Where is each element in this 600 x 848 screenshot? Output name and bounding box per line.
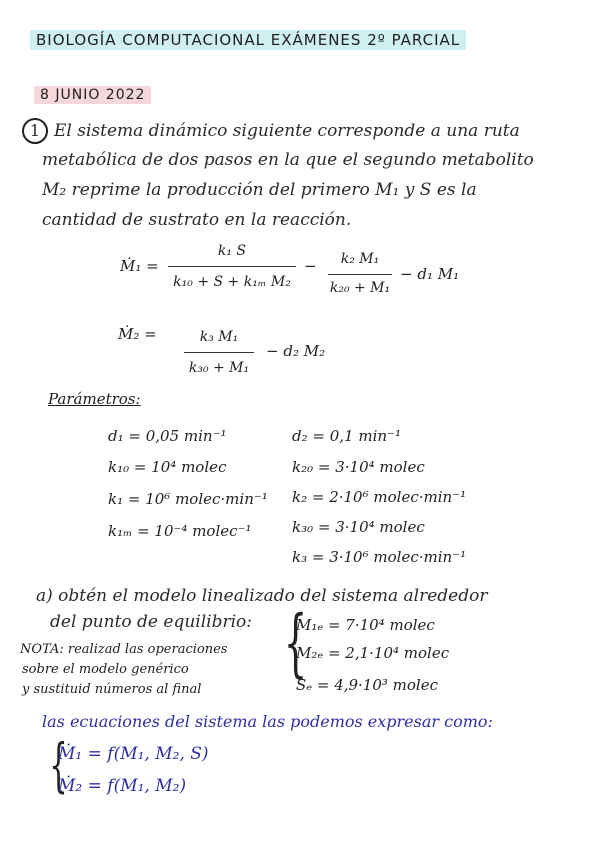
part-a-line-2: del punto de equilibrio: [50, 612, 252, 632]
eq2-lhs: Ṁ₂ = [118, 325, 157, 343]
exercise-number: 1 [22, 118, 48, 144]
param-d2: d₂ = 0,1 min⁻¹ [292, 427, 401, 445]
eq1-frac1-num: k₁ S [217, 243, 247, 259]
exercise-line-3: M₂ reprime la producción del primero M₁ y S es la [42, 180, 477, 200]
answer-brace: { [49, 731, 68, 799]
note-line-3: y sustituid números al final [22, 682, 202, 697]
equilibrium-m2: M₂ₑ = 2,1·10⁴ molec [296, 644, 450, 662]
param-k20: k₂₀ = 3·10⁴ molec [292, 458, 425, 476]
equilibrium-m1: M₁ₑ = 7·10⁴ molec [296, 616, 435, 634]
equilibrium-brace: { [283, 600, 308, 686]
eq1-frac1-bar [168, 266, 296, 267]
parameters-label: Parámetros: [48, 390, 141, 408]
note-line-1: NOTA: realizad las operaciones [20, 642, 228, 657]
eq2-frac-den: k₃₀ + M₁ [188, 360, 250, 376]
eq1-frac1-den: k₁₀ + S + k₁ₘ M₂ [173, 274, 291, 290]
eq2-frac-num: k₃ M₁ [199, 329, 239, 345]
exam-date: 8 JUNIO 2022 [34, 86, 151, 104]
param-k1: k₁ = 10⁶ molec·min⁻¹ [108, 490, 268, 508]
exercise-line-4: cantidad de sustrato en la reacción. [42, 210, 352, 230]
note-line-2: sobre el modelo genérico [22, 662, 189, 677]
exercise-line-1 [22, 118, 520, 144]
eq2-tail: − d₂ M₂ [266, 342, 326, 360]
eq2-frac-bar [184, 352, 254, 353]
eq1-lhs: Ṁ₁ = [120, 257, 159, 275]
eq1-frac2-bar [328, 274, 392, 275]
param-k2: k₂ = 2·10⁶ molec·min⁻¹ [292, 488, 467, 506]
equilibrium-s: Sₑ = 4,9·10³ molec [296, 676, 439, 694]
param-k3: k₃ = 3·10⁶ molec·min⁻¹ [292, 548, 467, 566]
answer-eq-2: Ṁ₂ = f(M₁, M₂) [58, 776, 187, 796]
part-a-line-1: a) obtén el modelo linealizado del sistema alrededor [36, 586, 488, 606]
eq1-frac2-num: k₂ M₁ [340, 251, 380, 267]
param-k1m: k₁ₘ = 10⁻⁴ molec⁻¹ [108, 522, 252, 540]
exercise-line-2: metabólica de dos pasos en la que el segundo metabolito [42, 150, 534, 170]
answer-intro: las ecuaciones del sistema las podemos expresar como: [42, 712, 493, 731]
eq1-frac2-den: k₂₀ + M₁ [329, 280, 391, 296]
eq1-minus: − [304, 257, 317, 275]
param-k10: k₁₀ = 10⁴ molec [108, 458, 227, 476]
answer-eq-1: Ṁ₁ = f(M₁, M₂, S) [58, 744, 209, 764]
eq1-tail: − d₁ M₁ [400, 265, 460, 283]
page-title: BIOLOGÍA COMPUTACIONAL EXÁMENES 2º PARCIAL [30, 30, 466, 50]
exercise-text-1: El sistema dinámico siguiente corresponde a una ruta [54, 121, 520, 141]
param-k30: k₃₀ = 3·10⁴ molec [292, 518, 425, 536]
param-d1: d₁ = 0,05 min⁻¹ [108, 427, 227, 445]
